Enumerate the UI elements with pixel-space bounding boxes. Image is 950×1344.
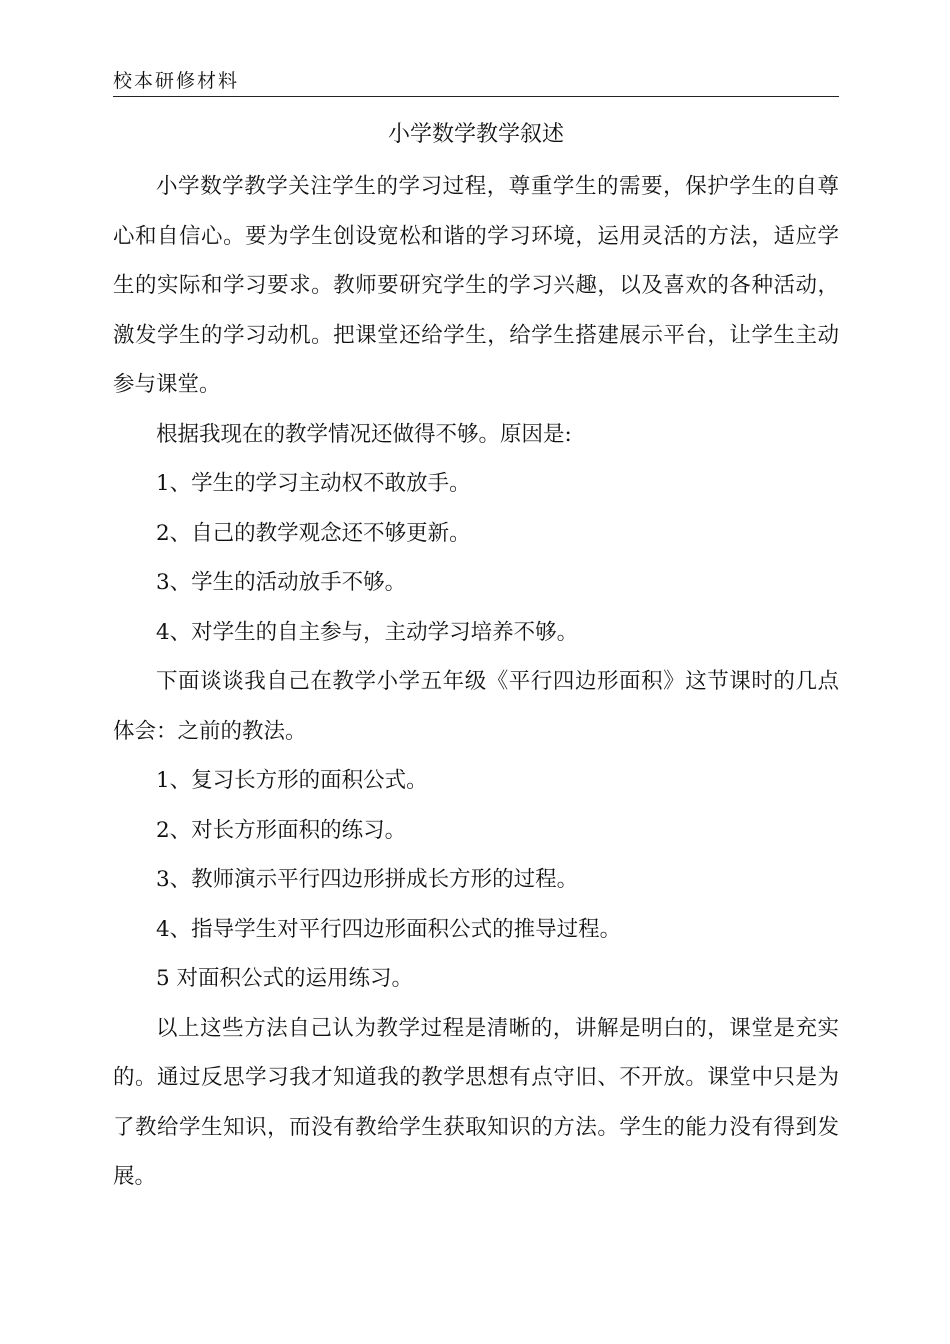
page-header xyxy=(113,64,839,97)
paragraph-reasons-lead: 根据我现在的教学情况还做得不够。原因是: xyxy=(156,421,572,447)
paragraph-reflection: 以上这些方法自己认为教学过程是清晰的，讲解是明白的，课堂是充实的。通过反思学习我才知道我的教学思想有点守旧、不开放。课堂中只是为了教给学生知识，而没有教给学生获取知识的方法。学生的能力没有得到发展。 xyxy=(113,1015,839,1189)
list-item-method-4: 4、指导学生对平行四边形面积公式的推导过程。 xyxy=(156,916,622,942)
list-item-reason-1: 1、学生的学习主动权不敢放手。 xyxy=(156,471,471,496)
list-item-reason-3: 3、学生的活动放手不够。 xyxy=(156,570,407,595)
paragraph-method-lead: 下面谈谈我自己在教学小学五年级《平行四边形面积》这节课时的几点体会：之前的教法。 xyxy=(113,669,839,744)
list-item-reason-4: 4、对学生的自主参与，主动学习培养不够。 xyxy=(156,619,579,645)
list-item-method-3: 3、教师演示平行四边形拼成长方形的过程。 xyxy=(156,867,579,892)
paragraph-intro: 小学数学教学关注学生的学习过程，尊重学生的需要，保护学生的自尊心和自信心。要为学生创设宽松和谐的学习环境，运用灵活的方法，适应学生的实际和学习要求。教师要研究学生的学习兴趣，以及喜欢的各种活动，激发学生的学习动机。把课堂还给学生，给学生搭建展示平台，让学生主动参与课堂。 xyxy=(113,174,839,397)
list-item-method-5: 5 对面积公式的运用练习。 xyxy=(156,966,414,991)
list-item-method-1: 1、复习长方形的面积公式。 xyxy=(156,768,428,793)
list-item-method-2: 2、对长方形面积的练习。 xyxy=(156,817,407,843)
document-body xyxy=(113,162,839,1202)
header-text: 校本研修材料 xyxy=(113,70,240,92)
list-item-reason-2: 2、自己的教学观念还不够更新。 xyxy=(156,520,471,546)
document-title: 小学数学教学叙述 xyxy=(387,122,564,147)
